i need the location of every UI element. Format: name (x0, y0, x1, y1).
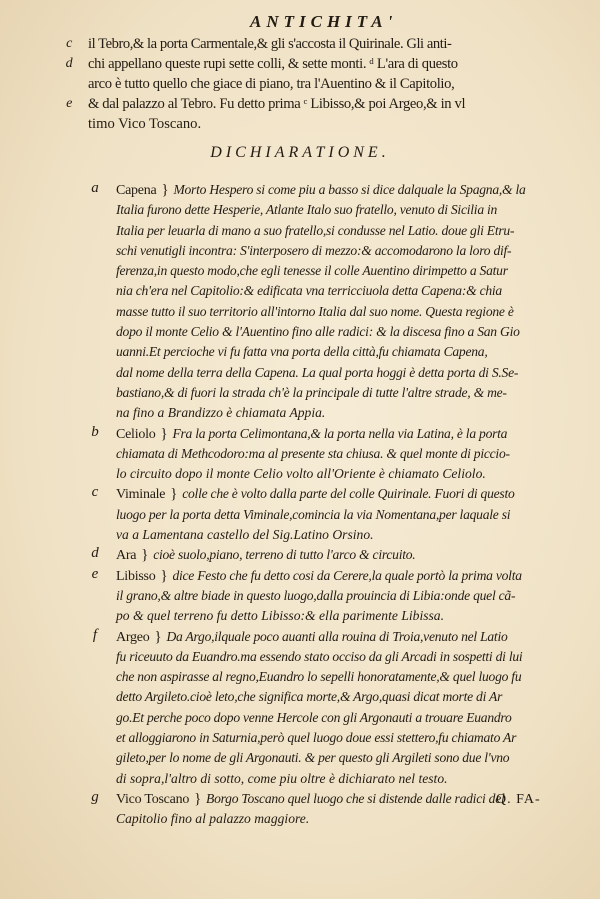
brace-mark: } (194, 790, 202, 807)
entry-line (116, 261, 590, 281)
entry-line (116, 221, 590, 241)
entry-line (116, 667, 590, 687)
entry-line (116, 545, 590, 565)
entry-letter: e (91, 565, 99, 582)
entry-letter: b (91, 423, 99, 440)
line-text: gileto,per lo nome de gli Argonauti. & per questo gli Argileti sono due l'vno (116, 750, 510, 766)
entry-capena (91, 180, 590, 424)
line-text: di sopra,l'altro di sotto, come piu oltre è dichiarato nel testo. (116, 770, 448, 786)
entry-line (116, 322, 590, 342)
entry-celiolo (91, 423, 590, 485)
entry-viminale (91, 484, 590, 545)
line-text: Capitolio fino al palazzo maggiore. (116, 811, 310, 827)
entry-line (116, 728, 590, 748)
line-text: & dal palazzo al Tebro. Fu detto prima ᶜ Libisso,& poi Argeo,& in vl (88, 96, 466, 112)
entry-line (116, 627, 590, 647)
entry-term: Argeo (116, 629, 150, 645)
intro-line (66, 34, 586, 54)
brace-mark: } (160, 567, 168, 584)
entry-line (116, 302, 590, 322)
line-text: schi venutigli incontra: S'interposero di mezzo:& accomodarono la loro dif- (116, 242, 512, 258)
entry-letter: a (91, 180, 99, 196)
entry-argeo (92, 626, 590, 789)
brace-mark: } (141, 547, 149, 564)
entry-line (116, 708, 590, 728)
entry-line (116, 342, 590, 362)
running-head: ANTICHITA' (250, 12, 398, 31)
line-text: chi appellano queste rupi sette colli, & sette monti. ᵈ L'ara di questo (88, 56, 458, 72)
line-text: nia ch'era nel Capitolio:& edificata vna terricciuola detta Capena:& chia (116, 283, 502, 299)
entry-line (116, 403, 590, 423)
section-heading: DICHIARATIONE. (210, 144, 390, 161)
line-text: dal nome della terra della Capena. La qual porta hoggi è detta porta di S.Se- (116, 364, 519, 380)
line-text: go.Et perche poco dopo venne Hercole con gli Argonauti a trouare Euandro (116, 709, 512, 725)
entry-line (116, 484, 590, 504)
entry-term: Libisso (116, 568, 156, 584)
entry-line (116, 505, 590, 525)
intro-line (88, 74, 586, 94)
margin-note: c (66, 36, 72, 51)
entry-line (116, 444, 590, 464)
intro-line (65, 54, 586, 74)
line-text: va a Lamentana castello del Sig.Latino Orsino. (116, 527, 374, 543)
entry-line (116, 586, 590, 606)
margin-note: e (66, 96, 72, 111)
brace-mark: } (160, 425, 168, 442)
entry-line (116, 363, 590, 383)
entry-line (116, 281, 590, 301)
entry-letter: d (91, 545, 99, 562)
entry-letter: g (91, 788, 99, 805)
line-text: et alloggiarono in Saturnia,però quel luogo doue essi stettero,fu chiamato Ar (116, 730, 517, 746)
entry-line (116, 687, 590, 707)
line-text: chiamata di Methcodoro:ma al presente sta chiusa. & quel monte di piccio- (116, 445, 510, 461)
entry-line (116, 241, 590, 261)
line-text: luogo per la porta detta Viminale,comincia la via Nomentana,per laquale si (116, 506, 511, 522)
intro-line (66, 94, 586, 114)
entry-libisso (91, 565, 590, 627)
line-text: Italia per leuarla di mano a suo fratello,si condusse nel Latio. doue gli Etru- (116, 222, 515, 238)
intro-text (65, 34, 586, 134)
line-text: Borgo Toscano quel luogo che si distende dalle radici del (206, 790, 505, 806)
line-text: dice Festo che fu detto cosi da Cerere,la quale portò la prima volta (172, 567, 522, 583)
entry-line (116, 748, 590, 768)
entry-line (116, 769, 590, 789)
line-text: fu riceuuto da Euandro.ma essendo stato occiso da gli Arcadi in sospetti di lui (116, 648, 523, 664)
entry-letter: c (91, 484, 99, 501)
entry-term: Celiolo (116, 426, 156, 442)
line-text: Da Argo,ilquale poco auanti alla rouina di Troia,venuto nel Latio (166, 628, 508, 644)
catchword: Q. FA- (496, 792, 541, 807)
line-text: arco è tutto quello che giace di piano, tra l'Auentino & il Capitolio, (88, 76, 455, 92)
line-text: po & quel terreno fu detto Libisso:& ella parimente Libissa. (116, 608, 445, 624)
declaration-entries (91, 180, 590, 830)
brace-mark: } (161, 182, 169, 198)
entry-term: Ara (116, 548, 137, 564)
line-text: na fino a Brandizzo è chiamata Appia. (116, 405, 326, 421)
entry-line (116, 464, 590, 484)
line-text: che non aspirasse al regno,Euandro lo sepelli honoratamente,& quel luogo fu (116, 669, 522, 685)
entry-line (116, 180, 590, 200)
line-text: cioè suolo,piano, terreno di tutto l'arco & circuito. (153, 547, 416, 563)
intro-line (88, 114, 586, 134)
line-text: ferenza,in questo modo,che egli tenesse il colle Auentino dirimpetto a Satur (116, 263, 508, 279)
entry-term: Capena (116, 183, 157, 198)
margin-note: d (65, 56, 73, 71)
entry-line (116, 647, 590, 667)
brace-mark: } (154, 628, 162, 645)
entry-term: Viminale (116, 487, 166, 503)
line-text: detto Argileto.cioè leto,che significa morte,& Argo,quasi dicat morte di Ar (116, 689, 503, 705)
entry-term: Vico Toscano (116, 791, 190, 807)
entry-line (116, 566, 590, 586)
entry-line (116, 525, 590, 545)
entry-letter: f (92, 626, 98, 643)
line-text: Italia furono dette Hesperie, Atlante Italo suo fratello, venuto di Sicilia in (116, 202, 498, 218)
brace-mark: } (170, 486, 178, 503)
line-text: masse tutto il suo territorio all'intorno Italia dal suo nome. Questa regione è (116, 303, 514, 319)
entry-line (116, 809, 590, 829)
entry-line (116, 200, 590, 220)
entry-line (116, 383, 590, 403)
line-text: dopo il monte Celio & l'Auentino fino alle radici: & la discesa fino a San Gio (116, 324, 520, 340)
line-text: il grano,& altre biade in questo luogo,dalla prouincia di Libia:onde quel cã- (116, 587, 516, 603)
line-text: uanni.Et percioche vi fu fatta vna porta della città,fu chiamata Capena, (116, 344, 488, 360)
line-text: bastiano,& di fuori la strada ch'è la principale di tutte l'altre strade, & me- (116, 384, 507, 400)
entry-line (116, 424, 590, 444)
line-text: il Tebro,& la porta Carmentale,& gli s'accosta il Quirinale. Gli anti- (88, 36, 452, 52)
line-text: Fra la porta Celimontana,& la porta nella via Latina, è la porta (172, 425, 508, 441)
line-text: lo circuito dopo il monte Celio volto all'Oriente è chiamato Celiolo. (116, 466, 486, 482)
entry-line (116, 606, 590, 626)
entry-ara (91, 545, 590, 565)
line-text: colle che è volto dalla parte del colle Quirinale. Fuori di questo (182, 486, 515, 502)
line-text: timo Vico Toscano. (88, 116, 202, 132)
line-text: Morto Hespero si come piu a basso si dice dalquale la Spagna,& la (173, 182, 526, 197)
